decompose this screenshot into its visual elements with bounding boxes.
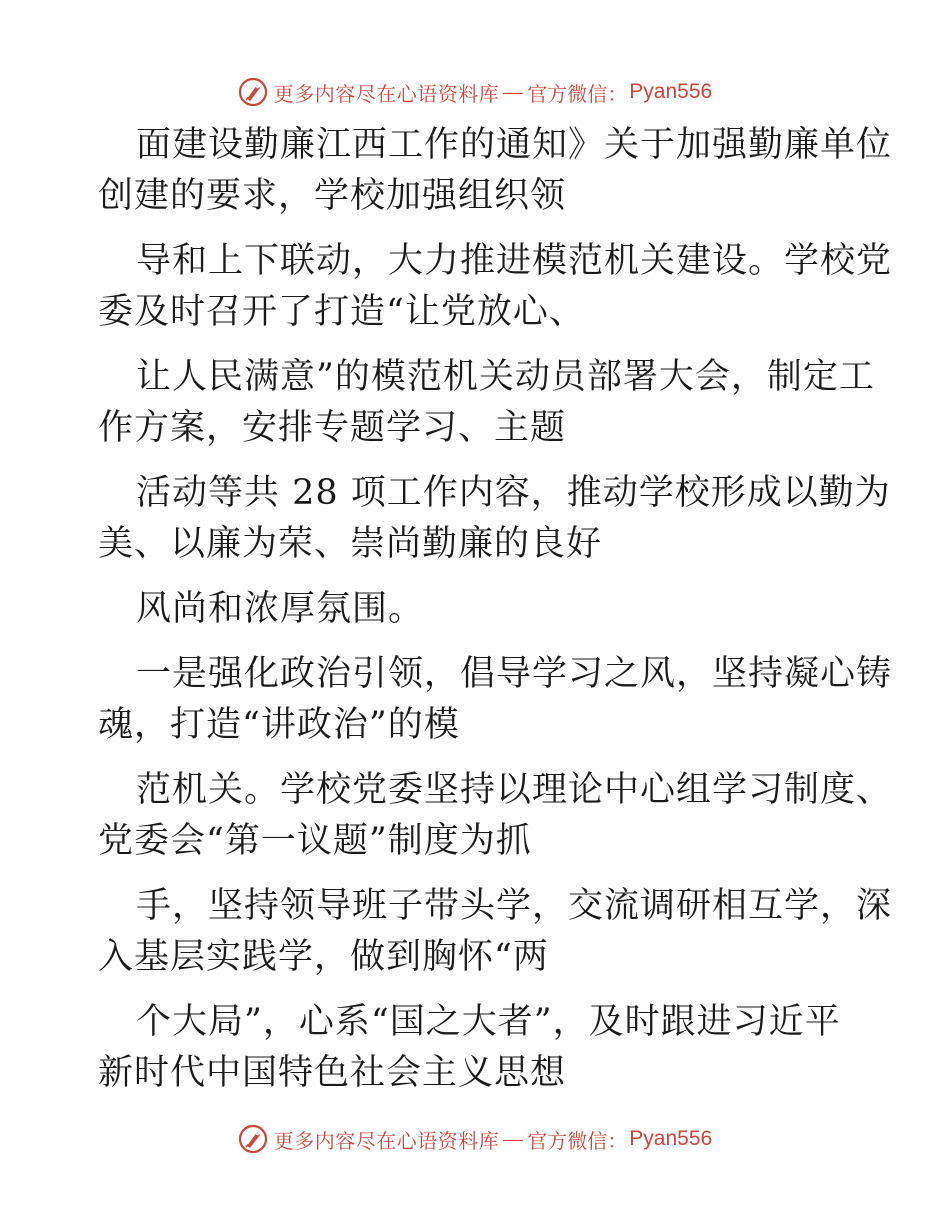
text-line: 一是强化政治引领，倡导学习之风，坚持凝心铸 — [136, 654, 893, 694]
header-banner — [0, 72, 950, 112]
pen-nib-logo-icon — [238, 77, 268, 107]
text-line: 党委会“第一议题”制度为抓 — [98, 821, 532, 861]
text-line: 美、以廉为荣、崇尚勤廉的良好 — [98, 524, 603, 564]
pen-nib-logo-icon — [238, 1124, 268, 1154]
text-line: 导和上下联动，大力推进模范机关建设。学校党 — [136, 241, 893, 281]
banner-account-id: Pyan556 — [629, 1127, 713, 1150]
banner-slogan: 更多内容尽在心语资料库 — [273, 1128, 500, 1153]
text-line: 入基层实践学，做到胸怀“两 — [98, 937, 549, 977]
text-line: 委及时召开了打造“让党放心、 — [98, 292, 585, 332]
text-line: 活动等共 28 项工作内容，推动学校形成以勤为 — [136, 473, 891, 513]
banner-account-id: Pyan556 — [629, 80, 713, 103]
text-line: 手，坚持领导班子带头学，交流调研相互学，深 — [136, 886, 893, 926]
banner-separator — [503, 93, 523, 94]
text-line: 魂，打造“讲政治”的模 — [98, 705, 460, 745]
banner-separator — [503, 1140, 523, 1141]
text-line: 风尚和浓厚氛围。 — [136, 589, 425, 629]
footer-banner — [0, 1119, 950, 1159]
banner-slogan: 更多内容尽在心语资料库 — [273, 81, 500, 106]
text-line: 作方案，安排专题学习、主题 — [98, 408, 567, 448]
text-line: 创建的要求，学校加强组织领 — [98, 176, 567, 216]
text-line: 个大局”，心系“国之大者”，及时跟进习近平 — [136, 1002, 841, 1042]
document-body — [98, 120, 893, 1099]
banner-account-label: 官方微信： — [527, 81, 628, 106]
text-line: 新时代中国特色社会主义思想 — [98, 1053, 567, 1093]
banner-account-label: 官方微信： — [527, 1128, 628, 1153]
text-line: 范机关。学校党委坚持以理论中心组学习制度、 — [136, 770, 893, 810]
text-line: 让人民满意”的模范机关动员部署大会，制定工 — [136, 357, 875, 397]
text-line: 面建设勤廉江西工作的通知》关于加强勤廉单位 — [136, 125, 893, 165]
